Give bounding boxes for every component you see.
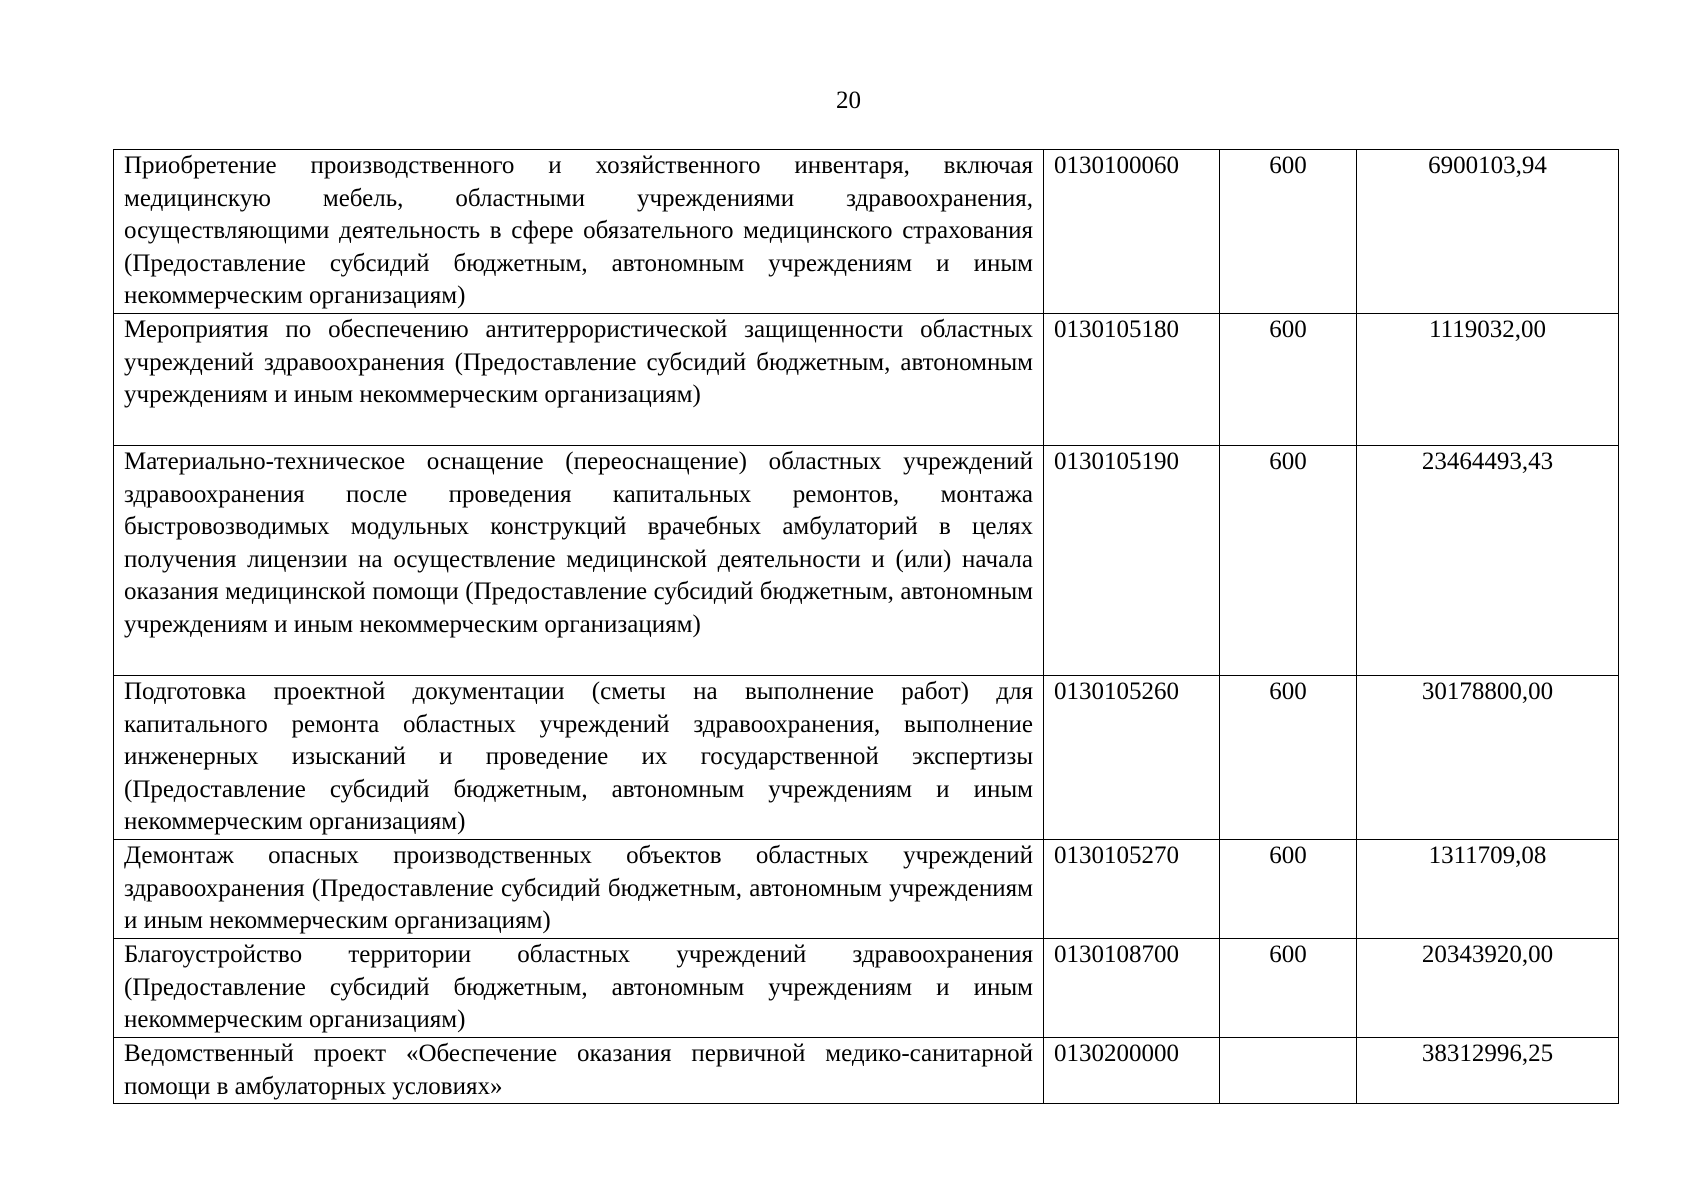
row-amount: 1311709,08 <box>1357 840 1619 939</box>
row-amount: 20343920,00 <box>1357 939 1619 1038</box>
row-name: Благоустройство территории областных учреждений здравоохранения (Предоставление субсидий бюджетным, автономным учреждениям и иным некоммерческим организациям) <box>114 939 1044 1038</box>
table-row <box>114 676 1619 840</box>
row-name: Ведомственный проект «Обеспечение оказания первичной медико-санитарной помощи в амбулаторных условиях» <box>114 1038 1044 1104</box>
row-name: Мероприятия по обеспечению антитеррористической защищенности областных учреждений здравоохранения (Предоставление субсидий бюджетным, автономным учреждениям и иным некоммерческим организациям) <box>114 314 1044 446</box>
table-row <box>114 840 1619 939</box>
table-row <box>114 314 1619 446</box>
page-number: 20 <box>836 87 861 114</box>
row-code: 0130108700 <box>1044 939 1220 1038</box>
row-name: Подготовка проектной документации (сметы на выполнение работ) для капитального ремонта областных учреждений здравоохранения, выполнение инженерных изысканий и проведение их государственной экспертизы (Предоставление субсидий бюджетным, автономным учреждениям и иным некоммерческим организациям) <box>114 676 1044 840</box>
budget-table <box>113 149 1619 1104</box>
row-code: 0130105260 <box>1044 676 1220 840</box>
row-name: Приобретение производственного и хозяйственного инвентаря, включая медицинскую мебель, областными учреждениями здравоохранения, осуществляющими деятельность в сфере обязательного медицинского страхования (Предоставление субсидий бюджетным, автономным учреждениям и иным некоммерческим организациям) <box>114 150 1044 314</box>
row-amount: 30178800,00 <box>1357 676 1619 840</box>
row-expense-type <box>1220 1038 1357 1104</box>
table-row <box>114 939 1619 1038</box>
row-code: 0130100060 <box>1044 150 1220 314</box>
row-code: 0130105180 <box>1044 314 1220 446</box>
row-amount: 38312996,25 <box>1357 1038 1619 1104</box>
row-amount: 23464493,43 <box>1357 446 1619 676</box>
row-expense-type: 600 <box>1220 840 1357 939</box>
row-amount: 1119032,00 <box>1357 314 1619 446</box>
row-expense-type: 600 <box>1220 314 1357 446</box>
row-code: 0130105190 <box>1044 446 1220 676</box>
table-row <box>114 150 1619 314</box>
table-row <box>114 446 1619 676</box>
row-expense-type: 600 <box>1220 446 1357 676</box>
row-amount: 6900103,94 <box>1357 150 1619 314</box>
row-expense-type: 600 <box>1220 150 1357 314</box>
row-name: Материально-техническое оснащение (переоснащение) областных учреждений здравоохранения после проведения капитальных ремонтов, монтажа быстровозводимых модульных конструкций врачебных амбулаторий в целях получения лицензии на осуществление медицинской деятельности и (или) начала оказания медицинской помощи (Предоставление субсидий бюджетным, автономным учреждениям и иным некоммерческим организациям) <box>114 446 1044 676</box>
row-expense-type: 600 <box>1220 676 1357 840</box>
row-code: 0130200000 <box>1044 1038 1220 1104</box>
row-code: 0130105270 <box>1044 840 1220 939</box>
row-expense-type: 600 <box>1220 939 1357 1038</box>
table-row <box>114 1038 1619 1104</box>
row-name: Демонтаж опасных производственных объектов областных учреждений здравоохранения (Предоставление субсидий бюджетным, автономным учреждениям и иным некоммерческим организациям) <box>114 840 1044 939</box>
